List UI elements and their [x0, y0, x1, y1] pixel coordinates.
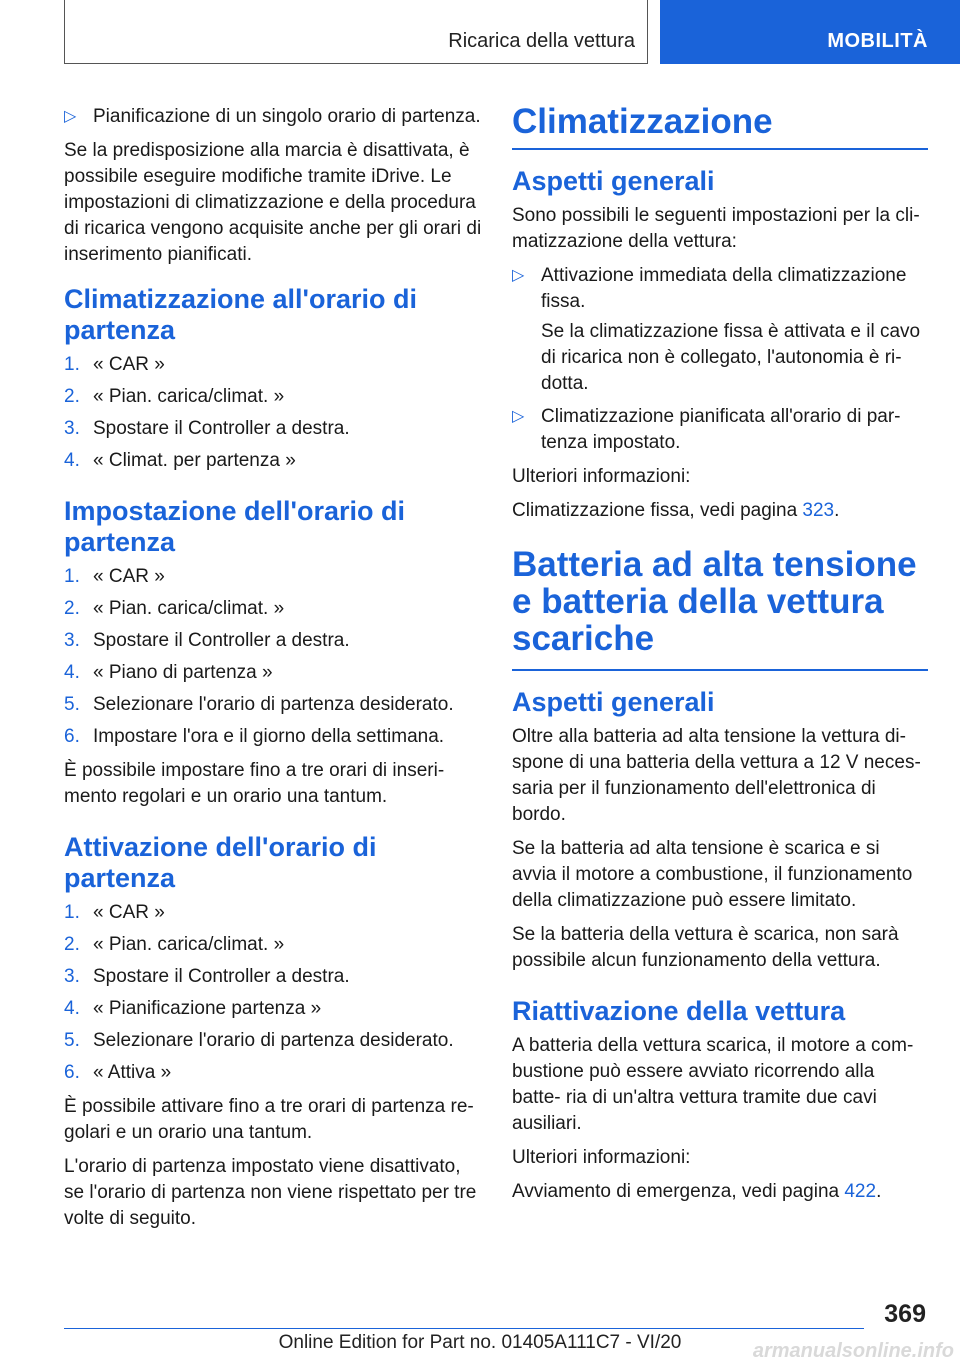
triangle-bullet-icon: ▷: [64, 108, 77, 125]
list-item: 4. « Piano di partenza »: [64, 662, 273, 683]
right-column: [512, 104, 928, 1213]
section-heading: Impostazione dell'orario di partenza: [64, 496, 405, 557]
watermark: armanualsonline.info: [752, 1340, 954, 1362]
list-item: 2. « Pian. carica/climat. »: [64, 386, 285, 407]
paragraph: Se la batteria della vettura è scarica, non sarà possibile alcun funzionamento della vettura.: [512, 924, 899, 971]
triangle-bullet-icon: ▷: [512, 267, 525, 284]
list-item: 2. « Pian. carica/climat. »: [64, 934, 285, 955]
paragraph: Se la predisposizione alla marcia è disattivata, è possibile eseguire modifiche tramite iDrive. Le impostazioni di climatizzazione e della procedura di ricarica vengono acquisite anche per gli orari di inserimento pianificati.: [64, 140, 482, 265]
steps-list: [64, 564, 482, 750]
bullet-list: [512, 263, 928, 456]
section-heading: Aspetti generali: [512, 687, 715, 717]
list-item: 5. Selezionare l'orario di partenza desiderato.: [64, 694, 454, 715]
list-item: 1. « CAR »: [64, 354, 165, 375]
footer-edition: Online Edition for Part no. 01405A111C7 - VI/20: [278, 1332, 682, 1353]
list-item: 4. « Climat. per partenza »: [64, 450, 296, 471]
paragraph: È possibile attivare fino a tre orari di partenza re- golari e un orario una tantum.: [64, 1096, 474, 1143]
steps-list: [64, 900, 482, 1086]
list-item: ▷ Pianificazione di un singolo orario di partenza.: [64, 104, 482, 130]
triangle-bullet-icon: ▷: [512, 408, 525, 425]
list-item: 1. « CAR »: [64, 902, 165, 923]
list-item: ▷ Climatizzazione pianificata all'orario di par- tenza impostato.: [512, 406, 901, 453]
list-item: 1. « CAR »: [64, 566, 165, 587]
paragraph: Sono possibili le seguenti impostazioni per la cli- matizzazione della vettura:: [512, 205, 920, 252]
left-column: [64, 104, 482, 1240]
list-item: ▷ Attivazione immediata della climatizzazione fissa. Se la climatizzazione fissa è attivata e il cavo di ricarica non è collegato, l'autonomia è ri- dotta.: [512, 263, 928, 397]
section-heading: Riattivazione della vettura: [512, 996, 846, 1026]
page-number: 369: [884, 1300, 926, 1328]
chapter-heading: Batteria ad alta tensione e batteria della vettura scariche: [512, 546, 928, 671]
paragraph: Se la climatizzazione fissa è attivata e il cavo di ricarica non è collegato, l'autonomia è ri- dotta.: [541, 321, 921, 394]
list-item: 3. Spostare il Controller a destra.: [64, 630, 350, 651]
paragraph: Ulteriori informazioni:: [512, 466, 691, 487]
chapter-heading: Climatizzazione: [512, 104, 928, 150]
paragraph: Se la batteria ad alta tensione è scarica e si avvia il motore a combustione, il funzionamento della climatizzazione può essere limitato.: [512, 838, 913, 911]
paragraph: A batteria della vettura scarica, il motore a com- bustione può essere avviato ricorrendo alla batte- ria di un'altra vettura tramite due cavi ausiliari.: [512, 1035, 914, 1134]
list-item: 5. Selezionare l'orario di partenza desiderato.: [64, 1030, 454, 1051]
header-section-title: Ricarica della vettura: [448, 30, 635, 52]
header-chapter-label: MOBILITÀ: [827, 30, 928, 52]
paragraph: Oltre alla batteria ad alta tensione la vettura di- spone di una batteria della vettura a 12 V neces- saria per il funzionamento dell'elettronica di bordo.: [512, 726, 921, 825]
steps-list: [64, 352, 482, 474]
list-item: 2. « Pian. carica/climat. »: [64, 598, 285, 619]
page-link[interactable]: 323: [802, 500, 835, 521]
cross-reference: Climatizzazione fissa, vedi pagina 323.: [512, 500, 840, 521]
paragraph: Ulteriori informazioni:: [512, 1147, 691, 1168]
section-heading: Climatizzazione all'orario di partenza: [64, 284, 417, 345]
list-item: 3. Spostare il Controller a destra.: [64, 966, 350, 987]
header-chapter-tab: [660, 0, 960, 64]
footer-divider: [64, 1328, 864, 1329]
section-heading: Attivazione dell'orario di partenza: [64, 832, 377, 893]
bullet-list: [64, 104, 482, 130]
list-item: 6. Impostare l'ora e il giorno della settimana.: [64, 726, 445, 747]
list-item: 6. « Attiva »: [64, 1062, 172, 1083]
header-section-box: [64, 0, 648, 64]
cross-reference: Avviamento di emergenza, vedi pagina 422.: [512, 1181, 882, 1202]
page-link[interactable]: 422: [844, 1181, 877, 1202]
section-heading: Aspetti generali: [512, 166, 715, 196]
paragraph: È possibile impostare fino a tre orari di inseri- mento regolari e un orario una tantum.: [64, 760, 445, 807]
list-item: 3. Spostare il Controller a destra.: [64, 418, 350, 439]
list-item: 4. « Pianificazione partenza »: [64, 998, 322, 1019]
paragraph: L'orario di partenza impostato viene disattivato, se l'orario di partenza non viene rispettato per tre volte di seguito.: [64, 1156, 477, 1229]
